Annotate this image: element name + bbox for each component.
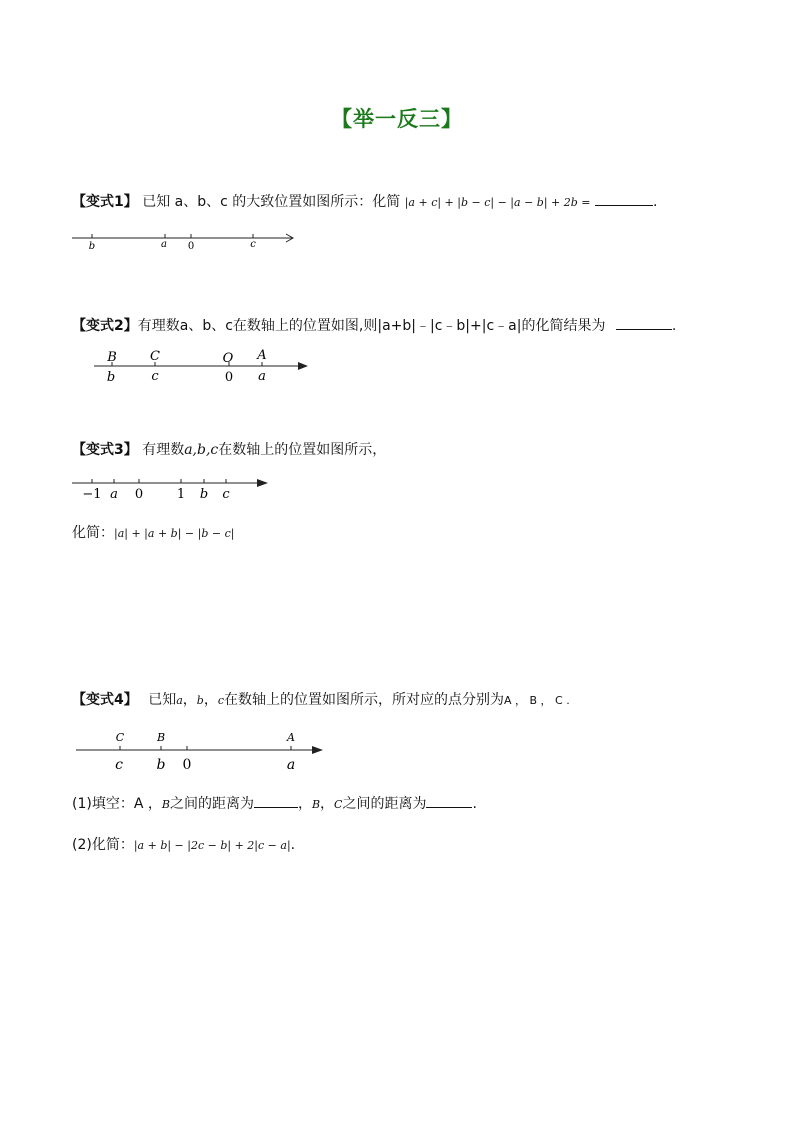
- axis3-label-minus-1: −1: [82, 487, 102, 502]
- question-4-part-1-end: .: [472, 796, 477, 812]
- axis3-label-a: a: [110, 487, 118, 502]
- question-3-simplify-expression: |a| + |a + b| − |b − c|: [114, 527, 235, 540]
- axis3-label-0: 0: [134, 487, 144, 502]
- question-4-part-1-pre: (1)填空：A ，: [72, 796, 162, 812]
- question-4-part-1-mid: 之间的距离为: [169, 796, 254, 812]
- question-3-vars: a,b,c: [184, 442, 219, 458]
- axis2-point-O: O: [222, 351, 234, 366]
- axis1-label-c: c: [250, 239, 256, 250]
- question-4-part-2: [72, 835, 295, 856]
- axis4-label-a: a: [286, 757, 296, 773]
- question-3-text-post: 在数轴上的位置如图所示，: [218, 442, 387, 458]
- axis4-point-A: A: [287, 731, 295, 744]
- axis4-point-C: C: [115, 731, 125, 744]
- question-4-part-1-sep: ，: [297, 796, 312, 812]
- question-4-part-1: [72, 793, 477, 815]
- question-4-sep-2: ，: [203, 692, 218, 708]
- question-3-tag: 【变式3】: [72, 442, 138, 458]
- axis4-label-b: b: [156, 757, 166, 773]
- question-3-text-pre: 有理数: [142, 442, 185, 458]
- axis4-label-0: 0: [182, 757, 192, 773]
- page-title: 【举一反三】: [331, 107, 463, 131]
- question-1-expression: |a + c| + |b − c| − |a − b| + 2b =: [404, 196, 591, 209]
- axis3-label-b: b: [199, 487, 209, 502]
- question-4-var-a: a: [176, 694, 183, 707]
- question-3-simplify-label: 化简：: [72, 525, 114, 541]
- axis3-label-c: c: [222, 487, 230, 502]
- question-4-sep-1: ，: [182, 692, 197, 708]
- question-2-tag: 【变式2】: [72, 318, 138, 334]
- axis2-point-B: B: [107, 350, 117, 365]
- axis1-label-a: a: [161, 239, 167, 250]
- question-1-text: 已知 a、b、c 的大致位置如图所示：化简: [142, 194, 401, 210]
- question-4-part-2-end: .: [290, 837, 296, 853]
- question-4-part-1-point-b2: B: [311, 798, 321, 811]
- question-4-var-c: c: [217, 694, 224, 707]
- axis4-point-B: B: [156, 731, 166, 744]
- axis1-label-b: b: [88, 241, 96, 252]
- question-4-part-1-post: 之间的距离为: [342, 796, 427, 812]
- axis2-point-C: C: [150, 349, 160, 364]
- axis2-point-A: A: [257, 348, 267, 363]
- axis3-label-1: 1: [176, 487, 186, 502]
- answer-blank-4[interactable]: [426, 793, 472, 808]
- question-4-points: A ， B ， C .: [503, 694, 570, 707]
- axis2-label-0: 0: [224, 370, 234, 385]
- question-4-var-b: b: [196, 694, 204, 707]
- question-4-part-1-sep-2: ，: [320, 796, 335, 812]
- question-4-text-pre: 已知: [148, 692, 177, 708]
- question-4-part-1-point-b: B: [161, 798, 170, 811]
- axis1-label-0: 0: [187, 241, 195, 252]
- question-4-part-1-point-c: C: [334, 798, 343, 811]
- axis2-label-b: b: [106, 370, 116, 385]
- question-4-part-2-label: (2)化简：: [72, 837, 134, 853]
- question-4-part-2-expression: |a + b| − |2c − b| + 2|c − a|: [133, 839, 291, 852]
- axis4-label-c: c: [115, 757, 123, 773]
- axis2-label-a: a: [258, 369, 266, 384]
- axis2-label-c: c: [151, 369, 159, 384]
- question-4-text-post: 在数轴上的位置如图所示，所对应的点分别为: [223, 692, 504, 708]
- question-1-tag: 【变式1】: [72, 194, 138, 210]
- question-2-text: 有理数a、b、c在数轴上的位置如图,则|a+b|﹣|c﹣b|+|c﹣a|的化简结果为: [137, 318, 606, 334]
- question-1-end: .: [652, 194, 658, 210]
- question-2-end: .: [671, 318, 677, 334]
- question-4-tag: 【变式4】: [72, 692, 138, 708]
- answer-blank-3[interactable]: [254, 793, 298, 808]
